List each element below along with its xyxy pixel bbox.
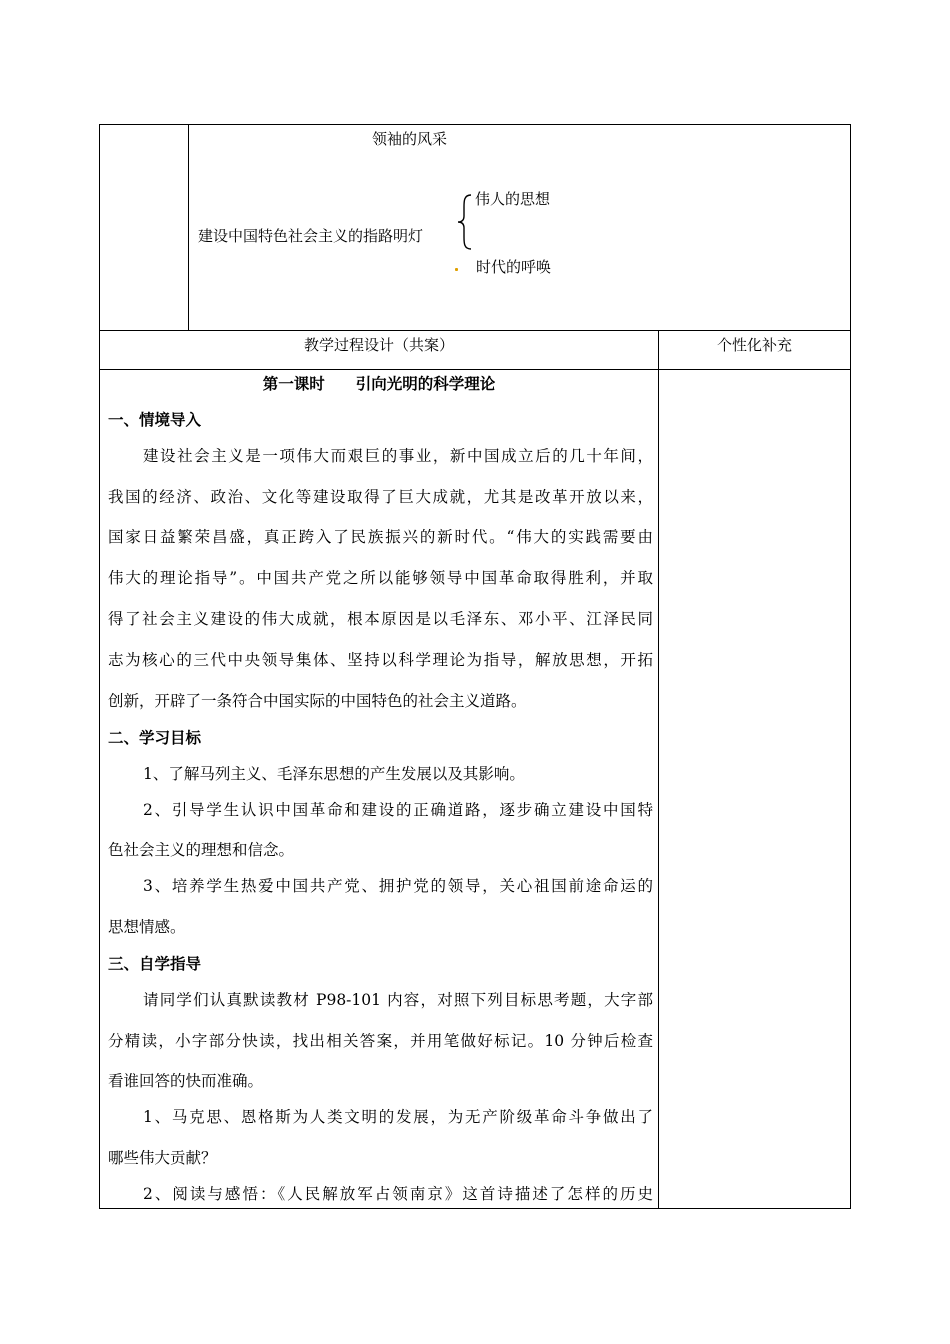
header-col-design: 教学过程设计（共案） bbox=[303, 336, 454, 354]
intro-line-3: 国家日益繁荣昌盛，真正跨入了民族振兴的新时代。“伟大的实践需要由 bbox=[108, 528, 653, 546]
outline-top: 领袖的风采 bbox=[372, 130, 448, 148]
goal-2-line-2: 色社会主义的理想和信念。 bbox=[108, 841, 295, 859]
table-divider-2 bbox=[99, 369, 851, 370]
intro-line-1: 建设社会主义是一项伟大而艰巨的事业，新中国成立后的几十年间， bbox=[143, 447, 653, 465]
decorative-dot bbox=[455, 268, 458, 271]
intro-line-7: 创新，开辟了一条符合中国实际的中国特色的社会主义道路。 bbox=[108, 692, 527, 710]
table-left-border bbox=[99, 124, 100, 1209]
guide-line-2: 分精读，小字部分快读，找出相关答案，并用笔做好标记。10 分钟后检查 bbox=[108, 1032, 653, 1050]
table-divider-1 bbox=[99, 330, 851, 331]
question-1-line-1: 1、马克思、恩格斯为人类文明的发展，为无产阶级革命斗争做出了 bbox=[143, 1108, 653, 1126]
guide-line-3: 看谁回答的快而准确。 bbox=[108, 1072, 264, 1090]
goal-3-line-2: 思想情感。 bbox=[108, 918, 186, 936]
table-bottom-border bbox=[99, 1208, 851, 1209]
outline-branch-2: 时代的呼唤 bbox=[476, 258, 552, 276]
intro-line-2: 我国的经济、政治、文化等建设取得了巨大成就，尤其是改革开放以来， bbox=[108, 488, 653, 506]
goal-1: 1、了解马列主义、毛泽东思想的产生发展以及其影响。 bbox=[143, 765, 525, 783]
lesson-title: 第一课时 引向光明的科学理论 bbox=[262, 374, 496, 393]
table-inner-divider-top bbox=[188, 124, 189, 331]
section-heading-1: 一、情境导入 bbox=[108, 410, 202, 429]
table-top-border bbox=[99, 124, 851, 125]
table-right-border bbox=[850, 124, 851, 1209]
goal-3-line-1: 3、培养学生热爱中国共产党、拥护党的领导，关心祖国前途命运的 bbox=[143, 877, 653, 895]
question-2-line-1: 2、阅读与感悟：《人民解放军占领南京》这首诗描述了怎样的历史 bbox=[143, 1185, 653, 1203]
outline-left-label: 建设中国特色社会主义的指路明灯 bbox=[198, 227, 424, 245]
intro-line-4: 伟大的理论指导”。中国共产党之所以能够领导中国革命取得胜利，并取 bbox=[108, 569, 653, 587]
intro-line-6: 志为核心的三代中央领导集体、坚持以科学理论为指导，解放思想，开拓 bbox=[108, 651, 653, 669]
guide-line-1: 请同学们认真默读教材 P98-101 内容，对照下列目标思考题，大字部 bbox=[143, 991, 653, 1009]
table-inner-divider-main bbox=[658, 330, 659, 1209]
goal-2-line-1: 2、引导学生认识中国革命和建设的正确道路，逐步确立建设中国特 bbox=[143, 801, 653, 819]
question-1-line-2: 哪些伟大贡献？ bbox=[108, 1149, 217, 1167]
curly-brace-icon bbox=[455, 193, 475, 251]
outline-branch-1: 伟人的思想 bbox=[475, 190, 551, 208]
intro-line-5: 得了社会主义建设的伟大成就，根本原因是以毛泽东、邓小平、江泽民同 bbox=[108, 610, 653, 628]
section-heading-3: 三、自学指导 bbox=[108, 954, 202, 973]
section-heading-2: 二、学习目标 bbox=[108, 728, 202, 747]
header-col-supplement: 个性化补充 bbox=[716, 336, 792, 354]
